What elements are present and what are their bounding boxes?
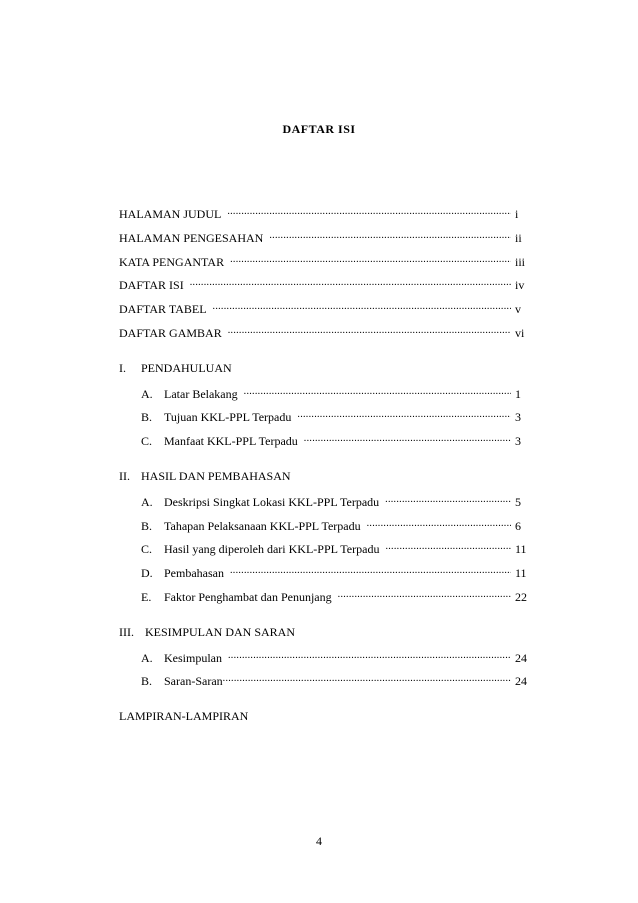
dot-leader	[269, 230, 511, 242]
toc-label: Latar Belakang	[164, 386, 238, 401]
page-number: 4	[316, 834, 322, 848]
toc-entry-hasil	[119, 541, 531, 565]
toc-label: Hasil yang diperoleh dari KKL-PPL Terpadu	[164, 542, 380, 557]
dot-leader	[367, 518, 511, 530]
toc-page: vi	[515, 325, 525, 340]
toc-entry-saran	[119, 673, 531, 697]
toc-label: Pembahasan	[164, 566, 224, 581]
table-of-contents	[119, 206, 531, 734]
toc-letter: D.	[141, 566, 153, 581]
toc-letter: C.	[141, 434, 153, 449]
toc-label: Kesimpulan	[164, 650, 222, 665]
toc-entry-daftar-gambar	[119, 325, 531, 349]
dot-leader	[227, 206, 511, 218]
toc-page: 11	[515, 566, 527, 581]
dot-leader	[228, 325, 511, 337]
dot-leader	[244, 386, 511, 398]
chapter-heading-1	[119, 362, 531, 386]
toc-entry-halaman-judul	[119, 206, 531, 230]
chapter-number: III.	[119, 624, 134, 639]
toc-page: 3	[515, 410, 521, 425]
toc-letter: C.	[141, 542, 153, 557]
toc-label: HALAMAN PENGESAHAN	[119, 230, 264, 245]
dot-leader	[338, 589, 511, 601]
toc-label: Faktor Penghambat dan Penunjang	[164, 589, 332, 604]
toc-entry-tujuan	[119, 409, 531, 433]
toc-label: Tahapan Pelaksanaan KKL-PPL Terpadu	[164, 518, 361, 533]
toc-page: 6	[515, 518, 521, 533]
toc-entry-manfaat	[119, 433, 531, 457]
toc-letter: E.	[141, 589, 152, 604]
chapter-number: I.	[119, 360, 126, 375]
toc-letter: A.	[141, 386, 153, 401]
toc-label: DAFTAR GAMBAR	[119, 325, 222, 340]
toc-page: iv	[515, 278, 525, 293]
chapter-title: HASIL DAN PEMBAHASAN	[141, 468, 291, 483]
chapter-title: KESIMPULAN DAN SARAN	[145, 624, 296, 639]
toc-label: DAFTAR TABEL	[119, 302, 207, 317]
toc-entry-deskripsi	[119, 494, 531, 518]
toc-label: Deskripsi Singkat Lokasi KKL-PPL Terpadu	[164, 494, 380, 509]
toc-entry-kata-pengantar	[119, 254, 531, 278]
dot-leader	[385, 541, 511, 553]
toc-entry-pembahasan	[119, 565, 531, 589]
dot-leader	[385, 494, 511, 506]
toc-page: iii	[515, 254, 526, 269]
toc-label: HALAMAN JUDUL	[119, 207, 222, 221]
toc-letter: B.	[141, 410, 153, 425]
dot-leader	[230, 565, 511, 577]
appendix-title: LAMPIRAN-LAMPIRAN	[119, 709, 249, 724]
toc-letter: A.	[141, 650, 153, 665]
dot-leader	[297, 409, 511, 421]
toc-label: Saran-Saran	[164, 674, 223, 689]
dot-leader	[223, 673, 511, 685]
dot-leader	[304, 433, 511, 445]
toc-letter: B.	[141, 674, 153, 689]
page-title: DAFTAR ISI	[282, 122, 356, 136]
toc-label: Tujuan KKL-PPL Terpadu	[164, 410, 292, 425]
section-gap	[119, 349, 531, 362]
toc-page: 24	[515, 674, 527, 689]
toc-letter: B.	[141, 518, 153, 533]
chapter-heading-3	[119, 626, 531, 650]
chapter-title: PENDAHULUAN	[141, 360, 232, 375]
toc-entry-latar-belakang	[119, 386, 531, 410]
chapter-heading-2	[119, 470, 531, 494]
toc-page: 22	[515, 589, 527, 604]
toc-page: 5	[515, 494, 521, 509]
toc-entry-daftar-tabel	[119, 301, 531, 325]
dot-leader	[190, 277, 511, 289]
toc-entry-daftar-isi	[119, 277, 531, 301]
dot-leader	[230, 254, 511, 266]
toc-label: DAFTAR ISI	[119, 278, 184, 293]
section-gap	[119, 613, 531, 626]
toc-page: 3	[515, 434, 521, 449]
toc-letter: A.	[141, 494, 153, 509]
toc-page: 11	[515, 542, 527, 557]
toc-entry-kesimpulan	[119, 650, 531, 674]
toc-page: 24	[515, 650, 527, 665]
dot-leader	[228, 650, 511, 662]
toc-entry-tahapan	[119, 518, 531, 542]
toc-entry-lampiran	[119, 710, 531, 734]
toc-entry-faktor	[119, 589, 531, 613]
toc-page: v	[515, 302, 521, 317]
toc-label: KATA PENGANTAR	[119, 254, 225, 269]
chapter-number: II.	[119, 468, 130, 483]
toc-page: i	[515, 207, 519, 221]
toc-page: ii	[515, 230, 522, 245]
toc-page: 1	[515, 386, 521, 401]
toc-entry-halaman-pengesahan	[119, 230, 531, 254]
dot-leader	[213, 301, 511, 313]
toc-label: Manfaat KKL-PPL Terpadu	[164, 434, 298, 449]
